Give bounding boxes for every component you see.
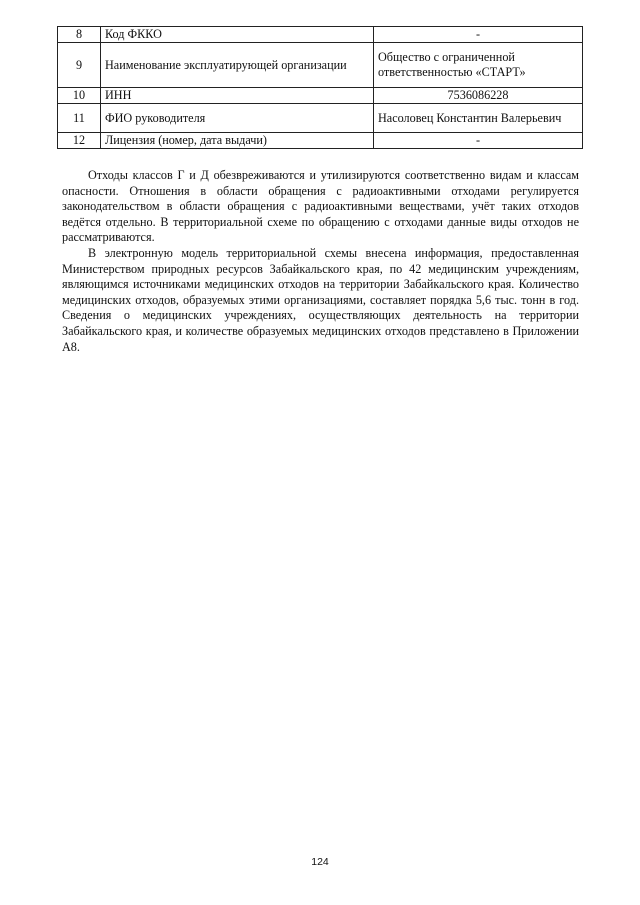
table-row bbox=[58, 88, 583, 104]
paragraph: Отходы классов Г и Д обезвреживаются и утилизируются соответственно видам и классам опасности. Отношения в области обращения с радиоактивными отходами регулируется законодательством в области обращения с радиоактивными веществами, учёт таких отходов ведётся отдельно. В территориальной схеме по обращению с отходами данные виды отходов не рассматриваются. bbox=[62, 168, 579, 245]
table-row bbox=[58, 27, 583, 43]
row-label: Код ФККО bbox=[101, 27, 374, 43]
row-value: Насоловец Константин Валерьевич bbox=[374, 104, 583, 133]
row-number: 12 bbox=[58, 133, 101, 149]
table-row bbox=[58, 104, 583, 133]
row-label: Лицензия (номер, дата выдачи) bbox=[101, 133, 374, 149]
organization-info-table bbox=[57, 26, 583, 149]
row-value: 7536086228 bbox=[374, 88, 583, 104]
row-value: - bbox=[374, 133, 583, 149]
row-number: 11 bbox=[58, 104, 101, 133]
row-number: 8 bbox=[58, 27, 101, 43]
row-number: 10 bbox=[58, 88, 101, 104]
table-row bbox=[58, 43, 583, 88]
page-number: 124 bbox=[311, 856, 329, 868]
paragraph: В электронную модель территориальной схемы внесена информация, предоставленная Министерством природных ресурсов Забайкальского края, по 42 медицинским учреждениям, являющимся источниками медицинских отходов на территории Забайкальского края. Количество медицинских отходов, образуемых этими организациями, составляет порядка 5,6 тыс. тонн в год. Сведения о медицинских учреждениях, осуществляющих деятельность на территории Забайкальского края, и количестве образуемых медицинских отходов представлено в Приложении А8. bbox=[62, 245, 579, 354]
body-text bbox=[62, 168, 579, 355]
row-number: 9 bbox=[58, 43, 101, 88]
row-value: Общество с ограниченной ответственностью «СТАРТ» bbox=[374, 43, 583, 88]
row-value: - bbox=[374, 27, 583, 43]
row-label: Наименование эксплуатирующей организации bbox=[101, 43, 374, 88]
row-label: ИНН bbox=[101, 88, 374, 104]
table-row bbox=[58, 133, 583, 149]
row-label: ФИО руководителя bbox=[101, 104, 374, 133]
